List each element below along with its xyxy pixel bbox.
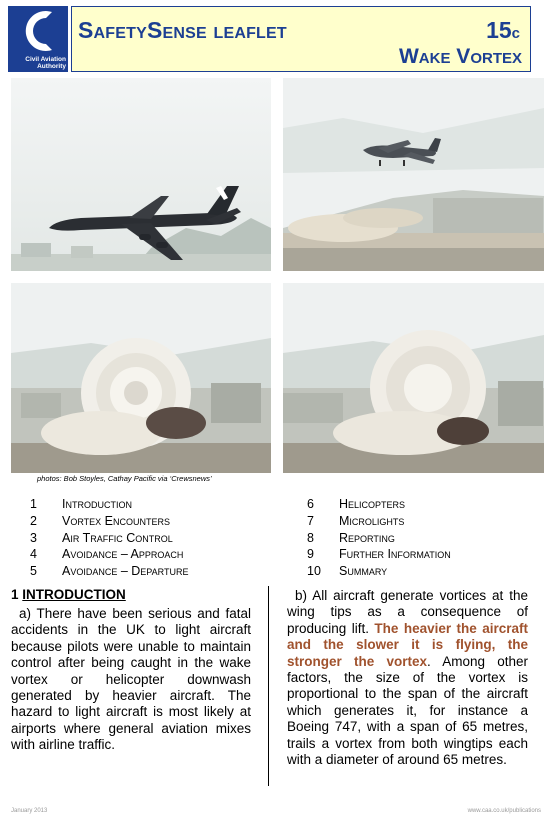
toc-item[interactable]: 10 Summary xyxy=(307,564,388,579)
para-b-start: b) All aircraft generate vortices at the wing tips as a consequence of producing lift. xyxy=(287,588,528,636)
column-divider xyxy=(268,586,269,786)
toc-item[interactable]: 2 Vortex Encounters xyxy=(30,513,170,528)
section-number: 1 xyxy=(11,587,19,602)
toc-item[interactable]: 6 Helicopters xyxy=(307,497,406,511)
section-title: INTRODUCTION xyxy=(22,587,126,602)
photo-vortex-left xyxy=(11,283,271,473)
footer-url[interactable]: www.caa.co.uk/publications xyxy=(467,808,541,814)
para-a xyxy=(11,606,251,754)
leaflet-number xyxy=(486,17,520,44)
leaflet-title: SafetySense leaflet xyxy=(78,17,287,43)
toc-item[interactable]: 9 Further Information xyxy=(307,547,451,562)
para-b xyxy=(287,588,528,768)
toc-item[interactable]: 5 Avoidance – Departure xyxy=(30,564,189,579)
logo-text xyxy=(8,56,66,70)
para-a-text: a) There have been serious and fatal accidents in the UK to light aircraft because pilots were unable to maintain control after being caught in the wake vortex or helicopter downwash generated by heavier aircraft. The hazard to light aircraft is most likely at airports where general aviation mixes with airline traffic. xyxy=(11,606,251,753)
photo-aircraft-low xyxy=(283,78,544,271)
title-box xyxy=(71,6,531,72)
photo-aircraft-approach xyxy=(11,78,271,271)
footer-date: January 2013 xyxy=(11,808,48,814)
toc-item[interactable]: 7 Microlights xyxy=(307,513,405,528)
photo-vortex-right xyxy=(283,283,544,473)
logo-line1: Civil Aviation xyxy=(25,56,66,63)
number-suffix: c xyxy=(511,25,520,42)
para-b-end: . Among other factors, the size of the vortex is proportional to the span of the aircraft which generates it, for instance a Boeing 747, with a span of 65 metres, trails a vortex from both wingtips each with a diameter of around 65 metres. xyxy=(287,653,528,768)
leaflet-subtitle: Wake Vortex xyxy=(398,45,522,68)
logo-line2: Authority xyxy=(37,63,66,70)
toc-item[interactable]: 1 Introduction xyxy=(30,497,132,511)
photo-credit: photos: Bob Stoyles, Cathay Pacific via ‘Crewsnews’ xyxy=(37,474,212,483)
caa-logo-icon xyxy=(8,6,68,56)
para-b-highlight: The heavier the aircraft and the slower it is flying, the stronger the vortex xyxy=(287,620,528,669)
contents-right xyxy=(307,496,451,580)
toc-item[interactable]: 3 Air Traffic Control xyxy=(30,530,173,545)
contents-left xyxy=(30,496,188,580)
section-heading xyxy=(11,587,126,602)
caa-logo xyxy=(8,6,68,72)
toc-item[interactable]: 8 Reporting xyxy=(307,530,395,545)
number-main: 15 xyxy=(486,17,512,43)
toc-item[interactable]: 4 Avoidance – Approach xyxy=(30,547,184,562)
